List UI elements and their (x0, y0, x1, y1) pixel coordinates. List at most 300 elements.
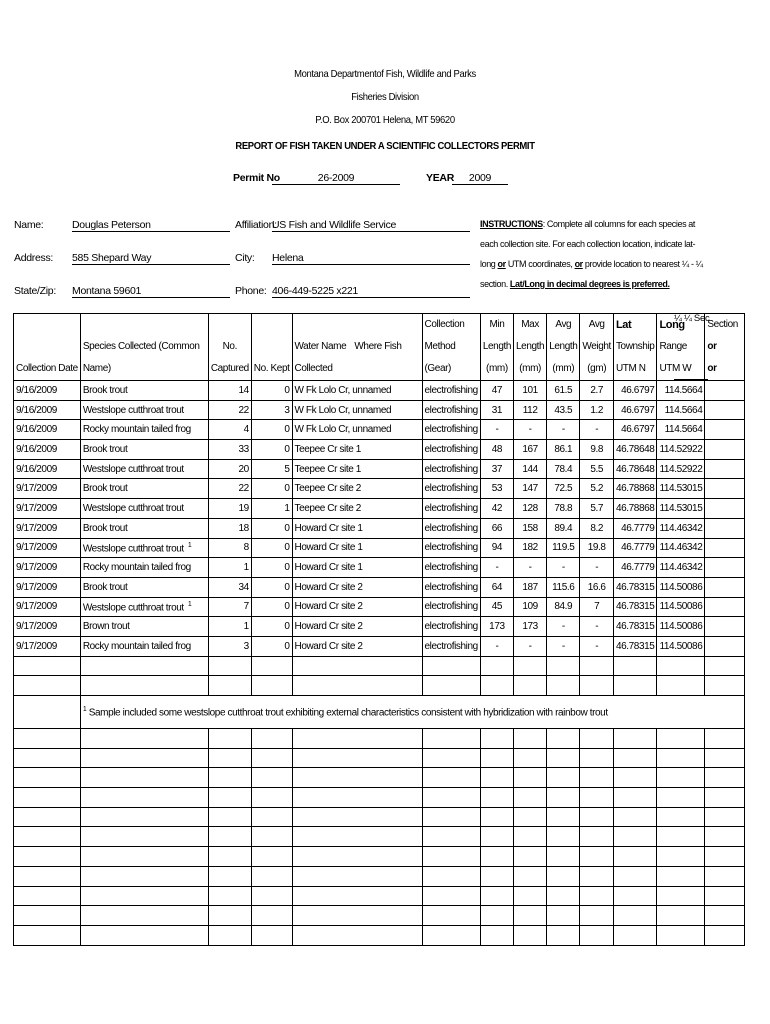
blank-cell (657, 847, 705, 867)
blank-cell (705, 925, 745, 945)
cell-lat-text: 46.6797 (621, 424, 655, 436)
blank-row (14, 925, 745, 945)
blank-row (14, 748, 745, 768)
cell-water (292, 459, 422, 479)
header-max-3: (mm) (519, 363, 541, 374)
blank-cell (580, 906, 614, 926)
cell-wt (580, 577, 614, 597)
blank-cell (208, 807, 251, 827)
cell-max-text: 109 (522, 601, 538, 613)
header-method-2: Method (424, 341, 456, 352)
cell-avg-text: 78.4 (554, 463, 573, 475)
header-avglen-3: (mm) (552, 363, 575, 374)
cell-max-text: 112 (522, 404, 538, 416)
cell-long (657, 420, 705, 440)
cell-lat (613, 636, 657, 656)
cell-avg (547, 577, 580, 597)
blank-cell (14, 729, 81, 749)
blank-cell (422, 788, 480, 808)
blank-cell (208, 886, 251, 906)
cell-max (514, 400, 547, 420)
cell-date (14, 459, 81, 479)
cell-wt (580, 381, 614, 401)
cell-kept-text: 0 (284, 601, 290, 613)
cell-avg-text: 119.5 (552, 542, 575, 554)
blank-cell (580, 925, 614, 945)
cell-avg (547, 538, 580, 558)
cell-kept (251, 617, 292, 637)
cell-long (657, 636, 705, 656)
cell-water-text: Howard Cr site 2 (294, 640, 363, 652)
cell-water-text: Teepee Cr site 2 (294, 483, 361, 495)
cell-cap (208, 597, 251, 617)
cell-avg (547, 518, 580, 538)
blank-cell (580, 676, 614, 696)
cell-min (480, 479, 513, 499)
blank-cell (547, 807, 580, 827)
cell-long (657, 577, 705, 597)
blank-cell (80, 676, 208, 696)
cell-sec (705, 538, 745, 558)
table-row (14, 617, 745, 637)
blank-cell (292, 729, 422, 749)
name-label: Name: (14, 219, 44, 231)
blank-cell (422, 676, 480, 696)
blank-cell (208, 768, 251, 788)
cell-date (14, 479, 81, 499)
cell-lat-text: 46.78315 (615, 581, 655, 593)
cell-method (422, 538, 480, 558)
cell-method-text: electrofishing (424, 640, 478, 652)
cell-long-text: 114.50086 (659, 581, 703, 593)
cell-method-text: electrofishing (424, 502, 478, 514)
cell-wt-text: 7 (594, 601, 600, 613)
cell-sec (705, 479, 745, 499)
blank-cell (251, 847, 292, 867)
header-kept: No. Kept (251, 314, 292, 381)
blank-cell (514, 906, 547, 926)
cell-avg-text: 89.4 (554, 522, 573, 534)
header-avgwt-2: Weight (582, 341, 611, 352)
cell-long-text: 114.52922 (659, 443, 703, 455)
cell-water (292, 479, 422, 499)
blank-cell (613, 847, 657, 867)
blank-cell (705, 768, 745, 788)
blank-row (14, 676, 745, 696)
cell-wt-text: 16.6 (587, 581, 606, 593)
blank-cell (292, 925, 422, 945)
blank-cell (613, 886, 657, 906)
blank-cell (580, 656, 614, 676)
cell-avg (547, 597, 580, 617)
cell-long-text: 114.46342 (659, 522, 703, 534)
header-method-1: Collection (424, 319, 465, 330)
statezip-value: Montana 59601 (72, 285, 230, 298)
cell-wt-text: 19.8 (587, 542, 606, 554)
cell-avg-text: - (561, 640, 565, 652)
cell-min (480, 420, 513, 440)
blank-cell (657, 886, 705, 906)
blank-cell (657, 788, 705, 808)
cell-method (422, 440, 480, 460)
cell-kept (251, 636, 292, 656)
cell-species (80, 518, 208, 538)
blank-cell (547, 827, 580, 847)
cell-cap-text: 8 (243, 542, 249, 554)
cell-cap-text: 34 (238, 581, 249, 593)
cell-avg (547, 459, 580, 479)
cell-long-text: 114.46342 (659, 542, 703, 554)
blank-cell (580, 768, 614, 788)
cell-avg (547, 479, 580, 499)
cell-water-text: Howard Cr site 2 (294, 581, 363, 593)
cell-min-text: 173 (489, 621, 505, 633)
blank-cell (80, 748, 208, 768)
cell-water-text: Howard Cr site 1 (294, 562, 363, 574)
cell-cap-text: 22 (238, 483, 249, 495)
cell-kept-text: 0 (284, 621, 290, 633)
table-row (14, 577, 745, 597)
blank-cell (251, 866, 292, 886)
cell-lat (613, 538, 657, 558)
header-lat (613, 314, 657, 381)
cell-date (14, 400, 81, 420)
cell-species-text: Rocky mountain tailed frog (82, 424, 191, 436)
blank-cell (514, 768, 547, 788)
blank-cell (80, 886, 208, 906)
blank-cell (580, 807, 614, 827)
cell-min-text: - (495, 562, 499, 574)
cell-cap-text: 3 (243, 640, 249, 652)
cell-wt-text: 5.7 (590, 502, 604, 514)
cell-wt (580, 420, 614, 440)
cell-species-text: Brown trout (82, 621, 130, 633)
blank-cell (580, 748, 614, 768)
cell-max (514, 636, 547, 656)
table-row (14, 381, 745, 401)
cell-species (80, 558, 208, 578)
cell-kept-text: 0 (284, 443, 290, 455)
cell-cap (208, 499, 251, 519)
blank-cell (514, 925, 547, 945)
cell-min-text: 66 (491, 522, 503, 534)
header-section (705, 314, 745, 381)
cell-water (292, 440, 422, 460)
cell-method (422, 479, 480, 499)
cell-wt-text: 5.2 (590, 483, 604, 495)
cell-date-text: 9/17/2009 (16, 502, 57, 514)
cell-species (80, 538, 208, 558)
cell-min-text: - (495, 424, 499, 436)
blank-cell (14, 768, 81, 788)
cell-sec (705, 499, 745, 519)
cell-date-text: 9/16/2009 (16, 404, 57, 416)
header-lat-1: Lat (615, 319, 632, 331)
cell-max-text: 147 (522, 483, 538, 495)
cell-long (657, 440, 705, 460)
instructions (480, 214, 705, 294)
cell-date (14, 636, 81, 656)
cell-cap-text: 1 (243, 562, 249, 574)
cell-min (480, 440, 513, 460)
cell-lat-text: 46.7779 (621, 542, 655, 554)
instructions-preferred: Lat/Long in decimal degrees is preferred. (509, 279, 670, 289)
cell-sec (705, 577, 745, 597)
cell-lat-text: 46.7779 (621, 522, 655, 534)
blank-cell (613, 729, 657, 749)
blank-cell (80, 847, 208, 867)
division-name: Fisheries Division (351, 91, 419, 103)
cell-method-text: electrofishing (424, 542, 478, 554)
cell-wt-text: - (595, 640, 599, 652)
header-long (657, 314, 705, 381)
cell-method (422, 577, 480, 597)
cell-lat (613, 440, 657, 460)
cell-wt (580, 538, 614, 558)
header-min-length (480, 314, 513, 381)
blank-cell (613, 807, 657, 827)
cell-date-text: 9/17/2009 (16, 640, 57, 652)
cell-species-text: Brook trout (82, 581, 128, 593)
instructions-text-3: provide location to nearest ¼ - ¼ section. (480, 259, 703, 289)
blank-cell (251, 925, 292, 945)
report-title: REPORT OF FISH TAKEN UNDER A SCIENTIFIC COLLECTORS PERMIT (235, 140, 535, 152)
blank-cell (80, 729, 208, 749)
cell-species (80, 440, 208, 460)
cell-wt (580, 479, 614, 499)
header-avgwt-3: (gm) (587, 363, 607, 374)
blank-cell (657, 676, 705, 696)
cell-min (480, 538, 513, 558)
cell-water-text: W Fk Lolo Cr, unnamed (294, 404, 392, 416)
cell-kept-text: 0 (284, 522, 290, 534)
cell-kept (251, 459, 292, 479)
cell-min-text: - (495, 640, 499, 652)
cell-long (657, 538, 705, 558)
cell-cap (208, 440, 251, 460)
cell-date (14, 440, 81, 460)
cell-water (292, 597, 422, 617)
blank-cell (613, 906, 657, 926)
cell-long (657, 499, 705, 519)
cell-kept-text: 0 (284, 542, 290, 554)
blank-cell (514, 729, 547, 749)
cell-lat-text: 46.6797 (621, 384, 655, 396)
cell-max-text: 158 (522, 522, 538, 534)
cell-lat-text: 46.78648 (615, 463, 655, 475)
cell-species-text: Rocky mountain tailed frog (82, 562, 191, 574)
cell-water-text: Howard Cr site 1 (294, 522, 363, 534)
table-row (14, 636, 745, 656)
footnote-marker: 1 (187, 600, 192, 608)
cell-lat (613, 381, 657, 401)
blank-cell (14, 886, 81, 906)
cell-date (14, 499, 81, 519)
cell-kept-text: 0 (284, 562, 290, 574)
header-long-2: Range (659, 341, 687, 352)
blank-cell (580, 886, 614, 906)
header-captured-2: Captured (210, 363, 249, 374)
blank-cell (480, 827, 513, 847)
cell-long-text: 114.50086 (659, 621, 703, 633)
cell-max (514, 558, 547, 578)
cell-lat-text: 46.78648 (615, 443, 655, 455)
cell-kept-text: 5 (284, 463, 290, 475)
cell-avg-text: 115.6 (552, 581, 575, 593)
footnote-row (14, 696, 745, 729)
blank-cell (547, 729, 580, 749)
cell-cap (208, 459, 251, 479)
cell-max-text: 101 (522, 384, 538, 396)
cell-max-text: - (528, 640, 532, 652)
cell-min-text: 42 (491, 502, 503, 514)
cell-max (514, 440, 547, 460)
blank-cell (580, 827, 614, 847)
cell-max (514, 479, 547, 499)
blank-cell (547, 847, 580, 867)
cell-min (480, 558, 513, 578)
cell-avg (547, 617, 580, 637)
cell-min-text: 48 (491, 443, 503, 455)
blank-cell (251, 676, 292, 696)
cell-kept-text: 0 (284, 424, 290, 436)
cell-species (80, 479, 208, 499)
cell-cap (208, 636, 251, 656)
cell-kept (251, 597, 292, 617)
cell-long-text: 114.50086 (659, 601, 703, 613)
cell-max-text: 167 (522, 443, 538, 455)
agency-address: P.O. Box 200701 Helena, MT 59620 (315, 114, 455, 126)
instructions-or-2: or (574, 259, 583, 269)
blank-cell (480, 807, 513, 827)
cell-wt (580, 617, 614, 637)
cell-species (80, 577, 208, 597)
cell-species-text: Brook trout (82, 522, 128, 534)
blank-cell (480, 748, 513, 768)
blank-cell (422, 748, 480, 768)
blank-cell (422, 886, 480, 906)
cell-kept-text: 0 (284, 483, 290, 495)
blank-cell (657, 925, 705, 945)
table-row (14, 538, 745, 558)
blank-cell (251, 748, 292, 768)
cell-water (292, 558, 422, 578)
blank-cell (514, 886, 547, 906)
table-row (14, 420, 745, 440)
address-value: 585 Shepard Way (72, 252, 230, 265)
cell-method (422, 381, 480, 401)
blank-cell (422, 729, 480, 749)
blank-cell (292, 656, 422, 676)
cell-method (422, 400, 480, 420)
cell-water-text: Howard Cr site 2 (294, 601, 363, 613)
cell-min (480, 617, 513, 637)
cell-water (292, 538, 422, 558)
blank-cell (547, 886, 580, 906)
cell-cap (208, 518, 251, 538)
cell-long (657, 558, 705, 578)
cell-long-text: 114.5664 (664, 384, 703, 396)
cell-species-text: Brook trout (82, 443, 128, 455)
cell-kept-text: 0 (284, 581, 290, 593)
blank-cell (705, 788, 745, 808)
cell-kept-text: 0 (284, 384, 290, 396)
year-label: YEAR (426, 172, 454, 184)
blank-cell (657, 748, 705, 768)
cell-long (657, 597, 705, 617)
blank-row (14, 886, 745, 906)
cell-avg (547, 558, 580, 578)
blank-cell (208, 906, 251, 926)
cell-water-text: Teepee Cr site 1 (294, 463, 361, 475)
cell-date-text: 9/17/2009 (16, 522, 57, 534)
cell-sec (705, 617, 745, 637)
footnote-text: Sample included some westslope cutthroat trout exhibiting external characteristics consistent with hybridization with rainbow trout (86, 707, 608, 719)
cell-cap (208, 381, 251, 401)
cell-long-text: 114.50086 (659, 640, 703, 652)
cell-method-text: electrofishing (424, 621, 478, 633)
cell-long (657, 518, 705, 538)
cell-max (514, 617, 547, 637)
header-min-3: (mm) (486, 363, 508, 374)
blank-cell (422, 925, 480, 945)
blank-cell (547, 748, 580, 768)
cell-max-text: - (528, 562, 532, 574)
cell-date (14, 617, 81, 637)
cell-min-text: 37 (491, 463, 503, 475)
cell-species-text: Westslope cutthroat trout (82, 502, 184, 514)
cell-avg (547, 440, 580, 460)
cell-avg-text: 43.5 (554, 404, 573, 416)
blank-cell (480, 729, 513, 749)
blank-cell (422, 827, 480, 847)
blank-cell (613, 748, 657, 768)
cell-date (14, 420, 81, 440)
fish-collection-table (13, 313, 745, 946)
name-value: Douglas Peterson (72, 219, 230, 232)
cell-avg-text: 61.5 (554, 384, 573, 396)
cell-min (480, 518, 513, 538)
blank-cell (80, 656, 208, 676)
blank-cell (251, 768, 292, 788)
blank-cell (80, 788, 208, 808)
blank-cell (547, 768, 580, 788)
cell-kept (251, 558, 292, 578)
blank-cell (292, 788, 422, 808)
table-row (14, 518, 745, 538)
table-row (14, 499, 745, 519)
blank-cell (251, 656, 292, 676)
cell-kept-text: 0 (284, 640, 290, 652)
cell-avg-text: - (561, 424, 565, 436)
cell-max-text: 144 (522, 463, 538, 475)
cell-long (657, 479, 705, 499)
permit-label: Permit No (233, 172, 280, 184)
blank-cell (422, 768, 480, 788)
city-label: City: (235, 252, 255, 264)
cell-water-text: W Fk Lolo Cr, unnamed (294, 384, 392, 396)
cell-method-text: electrofishing (424, 404, 478, 416)
cell-date-text: 9/16/2009 (16, 463, 57, 475)
cell-cap-text: 1 (243, 621, 249, 633)
blank-row (14, 906, 745, 926)
blank-cell (208, 847, 251, 867)
cell-wt (580, 400, 614, 420)
cell-lat (613, 420, 657, 440)
cell-long-text: 114.5664 (664, 424, 703, 436)
footnote-marker: 1 (187, 541, 192, 549)
cell-method-text: electrofishing (424, 601, 478, 613)
